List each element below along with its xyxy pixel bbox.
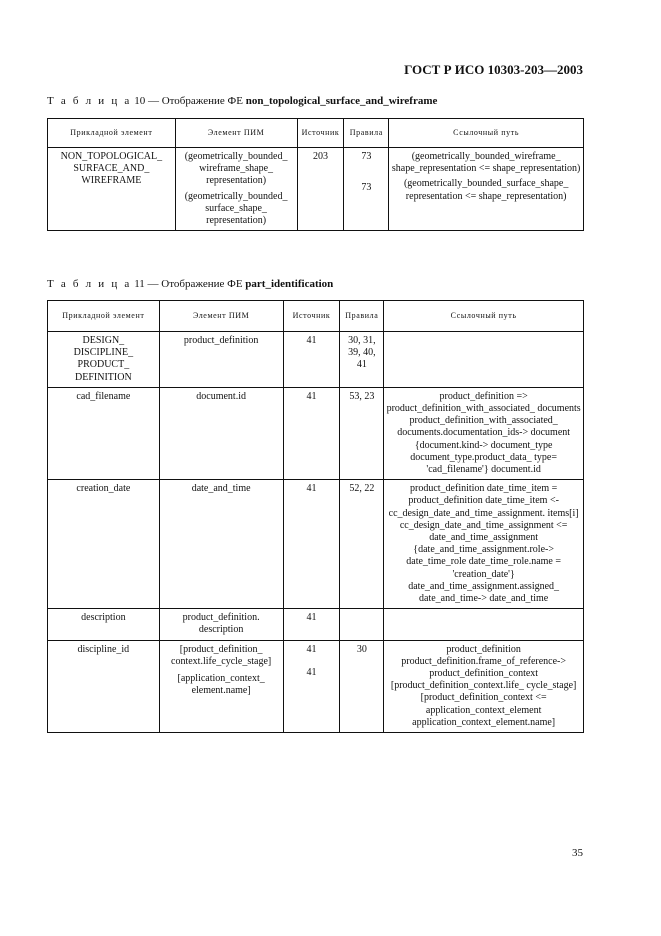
table-row — [48, 480, 584, 609]
table11-col-app-element: Прикладной элемент — [48, 301, 160, 332]
rules-value: 30 — [356, 643, 367, 655]
table11-caption-middle: — Отображение ФЕ — [147, 278, 243, 290]
path-2: (geometrically_bounded_surface_shape_ representation <= shape_representation) — [403, 178, 569, 202]
app-element: NON_TOPOLOGICAL_ SURFACE_AND_ WIREFRAME — [60, 151, 163, 187]
pim-element-1: [product_definition_ context.life_cycle_stage] — [171, 643, 272, 667]
source-value-1: 41 — [306, 643, 317, 655]
table-row — [48, 148, 584, 231]
path-value: product_definition product_definition.frame_of_reference-> product_definition_context [product_definition_context.life_ cycle_stage] [product_definition_context <= application_context_element application_context_element.name] — [390, 643, 577, 728]
table10-caption — [47, 95, 437, 107]
app-element: DESIGN_ DISCIPLINE_ PRODUCT_ DEFINITION — [73, 335, 134, 383]
rules-value — [340, 609, 383, 615]
pim-element: document.id — [196, 390, 246, 402]
table11 — [47, 300, 584, 733]
table11-col-rules: Правила — [340, 301, 384, 332]
table11-caption-number: 11 — [134, 278, 145, 290]
table10-caption-number: 10 — [134, 95, 146, 107]
source-cell — [297, 148, 344, 231]
table10-caption-middle: — Отображение ФЕ — [147, 95, 243, 107]
source-value: 203 — [312, 151, 328, 162]
rules-value: 52, 22 — [349, 483, 375, 495]
table11-col-path: Ссылочный путь — [384, 301, 584, 332]
table-row — [48, 609, 584, 640]
standard-header: ГОСТ Р ИСО 10303-203—2003 — [404, 62, 583, 77]
table-row — [48, 387, 584, 479]
table10 — [47, 118, 584, 231]
rule-2: 73 — [361, 182, 372, 194]
table10-caption-prefix: Т а б л и ц а — [47, 95, 132, 107]
table11-col-pim: Элемент ПИМ — [159, 301, 283, 332]
source-value: 41 — [306, 335, 317, 346]
table11-col-source: Источник — [283, 301, 340, 332]
rules-cell — [344, 148, 389, 231]
source-value: 41 — [306, 390, 317, 402]
app-element: creation_date — [76, 483, 131, 495]
table10-col-path: Ссылочный путь — [389, 119, 584, 148]
table-row — [48, 640, 584, 732]
table11-caption-prefix: Т а б л и ц а — [47, 278, 132, 290]
table-row — [48, 332, 584, 388]
page-number: 35 — [572, 847, 583, 859]
path-1: (geometrically_bounded_wireframe_ shape_representation <= shape_representation) — [391, 151, 581, 175]
app-element: cad_filename — [76, 390, 131, 402]
pim-element: product_definition — [183, 335, 259, 346]
table10-col-source: Источник — [297, 119, 344, 148]
table10-caption-entity: non_topological_surface_and_wireframe — [245, 95, 438, 107]
source-value: 41 — [306, 483, 317, 495]
table10-header-row — [48, 119, 584, 148]
source-value: 41 — [306, 612, 317, 624]
table10-col-app-element: Прикладной элемент — [48, 119, 176, 148]
pim-element-1: (geometrically_bounded_ wireframe_shape_ representation) — [184, 151, 288, 187]
app-element-cell — [48, 148, 176, 231]
table11-header-row — [48, 301, 584, 332]
path-cell — [389, 148, 584, 231]
path-value: product_definition => product_definition_with_associated_ documents product_definition_with_associated_ documents.documentation_ids-> document {document.kind-> document_type document_type.product_data_ type= 'cad_filename'} document.id — [386, 390, 581, 476]
pim-element: date_and_time — [191, 483, 251, 495]
table11-caption-entity: part_identification — [245, 278, 334, 290]
table10-col-pim: Элемент ПИМ — [175, 119, 297, 148]
path-value — [384, 332, 583, 338]
pim-element: product_definition. description — [182, 612, 260, 636]
app-element: discipline_id — [77, 643, 130, 655]
app-element: description — [81, 612, 126, 624]
source-value-2: 41 — [306, 666, 317, 678]
table10-col-rules: Правила — [344, 119, 389, 148]
pim-element-2: [application_context_ element.name] — [177, 673, 265, 697]
pim-cell — [175, 148, 297, 231]
rules-value: 30, 31, 39, 40, 41 — [348, 335, 376, 371]
pim-element-2: (geometrically_bounded_ surface_shape_ representation) — [184, 190, 288, 227]
table11-caption — [47, 278, 333, 290]
path-value — [384, 609, 583, 615]
path-value: product_definition date_time_item = product_definition date_time_item <- cc_design_date_and_time_assignment. items[i] cc_design_date_and_time_assignment <= date_and_time_assignment {date_and_time_assignment.role-> date_time_role date_time_role.name = 'creation_date'} date_and_time_assignment.assigned_ date_and_time-> date_and_time — [388, 483, 579, 605]
rule-1: 73 — [361, 151, 372, 162]
rules-value: 53, 23 — [349, 390, 375, 402]
